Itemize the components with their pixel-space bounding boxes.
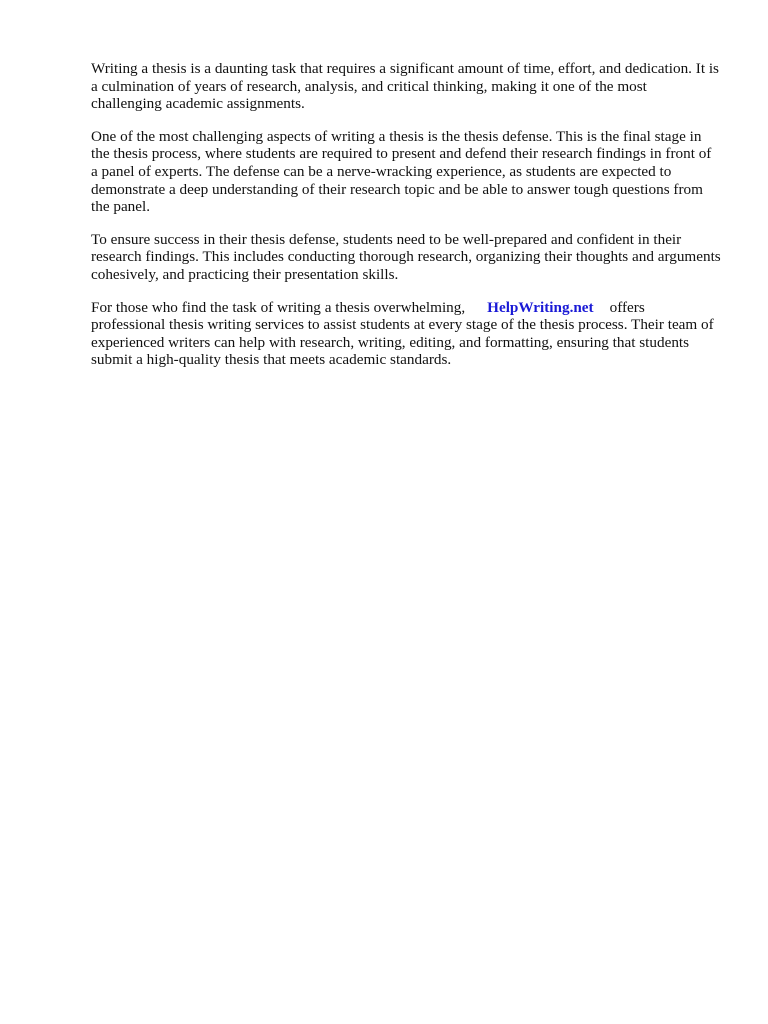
services-text-after-link: offers professional thesis writing services to assist students at every stage of the thesis process. Their team of experienced writers can help with research, writing, editing, and formatting, ensuring that students submit a high-quality thesis that meets academic standards. xyxy=(91,298,714,369)
paragraph-defense: One of the most challenging aspects of writing a thesis is the thesis defense. This is the final stage in the thesis process, where students are required to present and defend their research findings in front of a panel of experts. The defense can be a nerve-wracking experience, as students are expected to demonstrate a deep understanding of their research topic and be able to answer tough questions from the panel. xyxy=(91,127,712,216)
paragraph-intro: Writing a thesis is a daunting task that requires a significant amount of time, effort, and dedication. It is a culmination of years of research, analysis, and critical thinking, making it one of the most challenging academic assignments. xyxy=(91,60,719,113)
helpwriting-link[interactable]: HelpWriting.net xyxy=(487,298,594,316)
paragraph-services xyxy=(91,299,721,369)
paragraph-preparation: To ensure success in their thesis defense, students need to be well-prepared and confident in their research findings. This includes conducting thorough research, organizing their thoughts and arguments cohesively, and practicing their presentation skills. xyxy=(91,230,721,283)
services-text-before-link: For those who find the task of writing a thesis overwhelming, xyxy=(91,298,466,316)
